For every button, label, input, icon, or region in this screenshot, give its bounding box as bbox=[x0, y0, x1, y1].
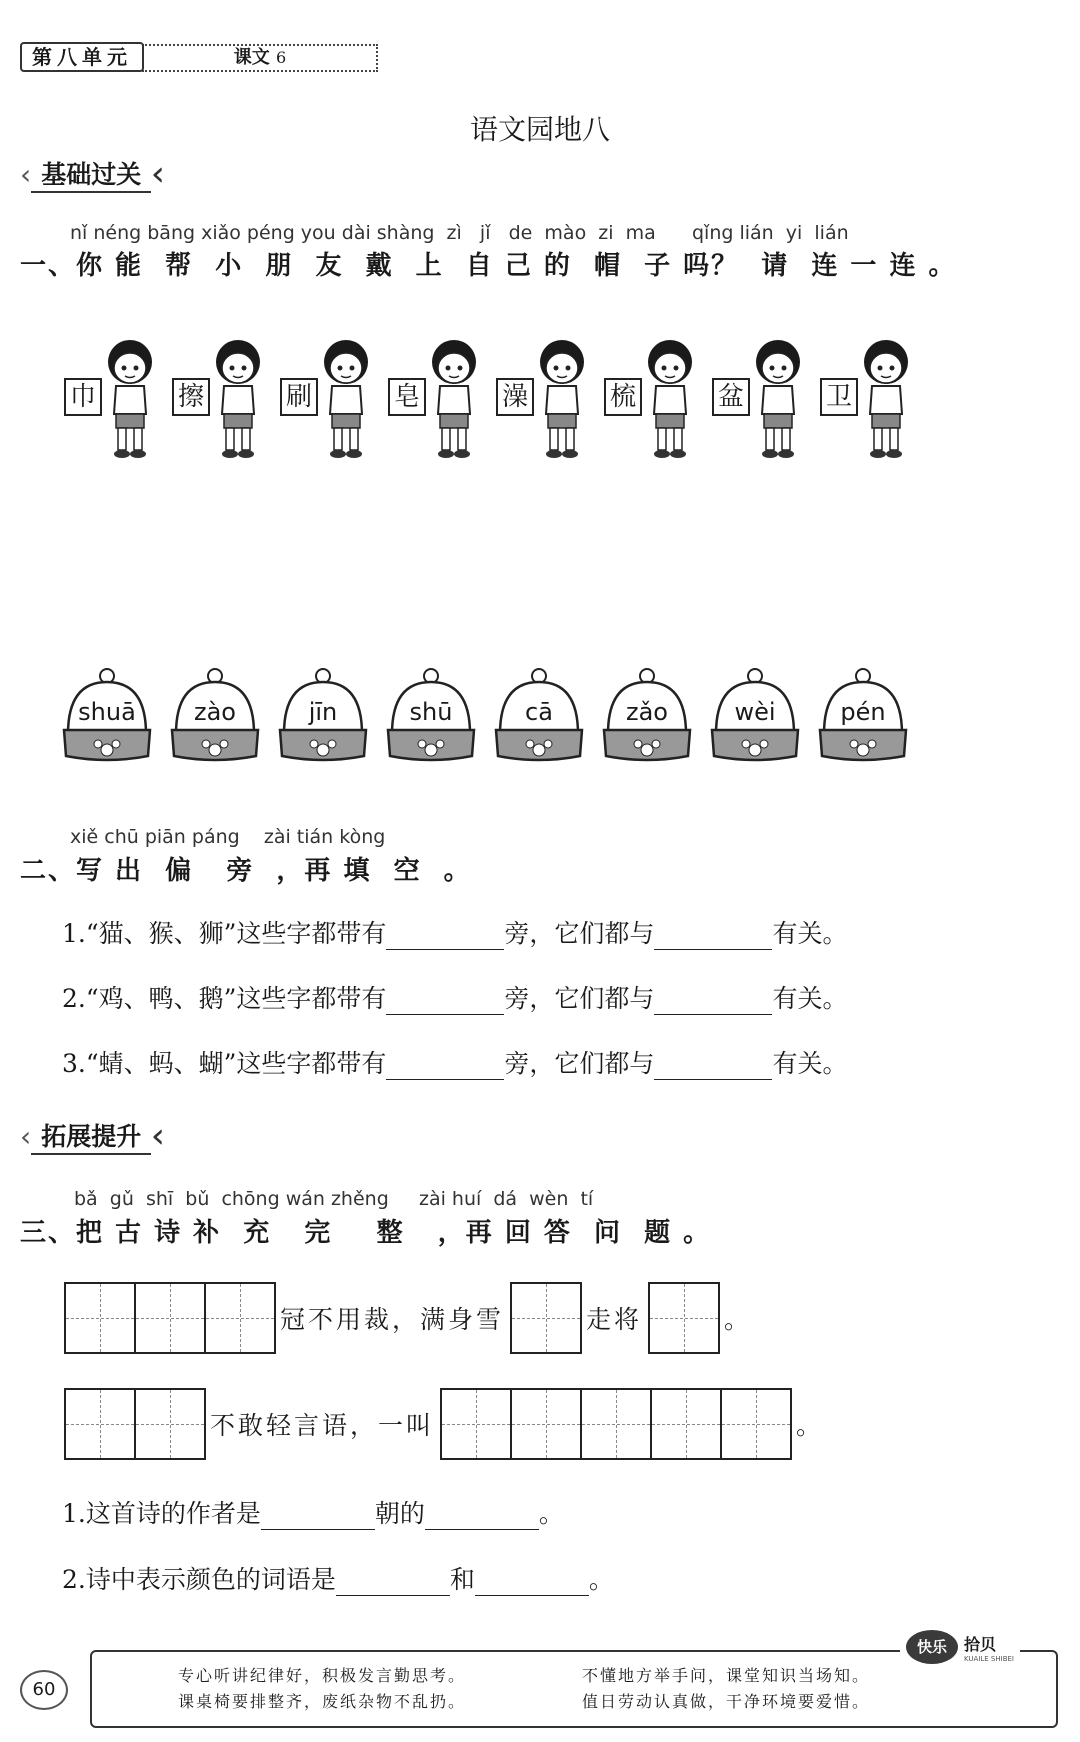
hat-pinyin: jīn bbox=[308, 698, 338, 726]
boy-icon bbox=[744, 336, 810, 464]
q2-item-suffix: 有关。 bbox=[772, 1049, 848, 1078]
page-title: 语文园地八 bbox=[469, 113, 610, 146]
rule-text: 课桌椅要排整齐，废纸杂物不乱扔。 bbox=[178, 1692, 467, 1711]
kid-character: 卫 bbox=[820, 378, 858, 416]
kid-figure[interactable] bbox=[492, 336, 602, 466]
footer bbox=[20, 1630, 1060, 1730]
brand-name: 拾贝 bbox=[964, 1634, 997, 1654]
hat[interactable] bbox=[600, 668, 694, 764]
q2-item-mid: 旁，它们都与 bbox=[504, 1049, 655, 1078]
writing-cell[interactable] bbox=[648, 1282, 720, 1354]
hat-pinyin: cā bbox=[525, 698, 553, 726]
q2-item bbox=[62, 914, 847, 950]
lesson-label: 课文 bbox=[233, 47, 270, 68]
boy-icon bbox=[312, 336, 378, 464]
brand-en: KUAILE SHIBEI bbox=[964, 1654, 1014, 1663]
pinyin-hats-row bbox=[60, 668, 1020, 768]
boy-icon bbox=[636, 336, 702, 464]
kid-character: 梳 bbox=[604, 378, 642, 416]
q3-question bbox=[62, 1560, 614, 1596]
kid-character: 盆 bbox=[712, 378, 750, 416]
answer-blank[interactable] bbox=[654, 1052, 772, 1080]
hat-pinyin: zǎo bbox=[626, 698, 668, 726]
answer-blank[interactable] bbox=[386, 987, 504, 1015]
kid-figure[interactable] bbox=[600, 336, 710, 466]
q2-item bbox=[62, 979, 847, 1015]
writing-cell[interactable] bbox=[204, 1282, 276, 1354]
answer-blank[interactable] bbox=[654, 922, 772, 950]
kid-figure[interactable] bbox=[384, 336, 494, 466]
q1-heading: 一、你 能 帮 小 朋 友 戴 上 自 己 的 帽 子 吗？ 请 连 一 连 。 bbox=[20, 251, 957, 281]
boy-icon bbox=[420, 336, 486, 464]
poem-line-2 bbox=[64, 1388, 830, 1460]
q3-question-mid: 朝的 bbox=[374, 1499, 425, 1528]
q2-item-suffix: 有关。 bbox=[772, 919, 848, 948]
kid-figure[interactable] bbox=[816, 336, 926, 466]
kid-figure[interactable] bbox=[60, 336, 170, 466]
q2-heading: 二、写 出 偏 旁 ，再 填 空 。 bbox=[20, 856, 472, 886]
writing-cell[interactable] bbox=[580, 1388, 652, 1460]
writing-cell[interactable] bbox=[510, 1388, 582, 1460]
rule-text: 专心听讲纪律好，积极发言勤思考。 bbox=[178, 1666, 467, 1685]
hat-pinyin: shuā bbox=[78, 698, 136, 726]
lesson-box bbox=[142, 44, 378, 72]
writing-cell[interactable] bbox=[510, 1282, 582, 1354]
writing-cell[interactable] bbox=[64, 1282, 136, 1354]
hat-pinyin: shū bbox=[409, 698, 453, 726]
rule-text: 不懂地方举手问，课堂知识当场知。 bbox=[582, 1666, 871, 1685]
poem-punct: 。 bbox=[796, 1411, 825, 1440]
hat-pinyin: wèi bbox=[734, 698, 776, 726]
kid-character: 擦 bbox=[172, 378, 210, 416]
kid-character: 刷 bbox=[280, 378, 318, 416]
kid-character: 皂 bbox=[388, 378, 426, 416]
page-number: 60 bbox=[20, 1670, 68, 1710]
hat[interactable] bbox=[60, 668, 154, 764]
writing-cell[interactable] bbox=[440, 1388, 512, 1460]
q3-question-suffix: 。 bbox=[538, 1499, 564, 1528]
hat[interactable] bbox=[816, 668, 910, 764]
answer-blank[interactable] bbox=[475, 1568, 589, 1596]
q2-pinyin: xiě chū piān páng zài tián kòng bbox=[70, 826, 386, 848]
q2-item-prefix: 1.“猫、猴、狮”这些字都带有 bbox=[62, 919, 387, 948]
section-title-extend: 拓展提升 bbox=[31, 1117, 151, 1155]
q2-item bbox=[62, 1044, 847, 1080]
q3-question bbox=[62, 1494, 564, 1530]
writing-cell[interactable] bbox=[134, 1388, 206, 1460]
q3-pinyin: bǎ gǔ shī bǔ chōng wán zhěng zài huí dá wèn tí bbox=[74, 1188, 594, 1210]
boy-icon bbox=[528, 336, 594, 464]
section-badge-extend bbox=[20, 1116, 151, 1156]
rule-text: 值日劳动认真做，干净环境要爱惜。 bbox=[582, 1692, 871, 1711]
chevron-left-icon: ‹ bbox=[20, 1119, 32, 1153]
q3-heading: 三、把 古 诗 补 充 完 整 ，再 回 答 问 题 。 bbox=[20, 1218, 712, 1248]
q2-item-mid: 旁，它们都与 bbox=[504, 919, 655, 948]
writing-cell[interactable] bbox=[134, 1282, 206, 1354]
poem-text: 冠不用裁，满身雪 bbox=[280, 1305, 505, 1334]
chevron-left-icon: ‹ bbox=[20, 157, 32, 191]
poem-text: 不敢轻言语，一叫 bbox=[210, 1411, 435, 1440]
q3-question-prefix: 2.诗中表示颜色的词语是 bbox=[62, 1565, 336, 1594]
boy-icon bbox=[852, 336, 918, 464]
poem-punct: 。 bbox=[724, 1305, 753, 1334]
kid-figure[interactable] bbox=[168, 336, 278, 466]
answer-blank[interactable] bbox=[386, 1052, 504, 1080]
kid-character: 巾 bbox=[64, 378, 102, 416]
hat[interactable] bbox=[276, 668, 370, 764]
hat[interactable] bbox=[168, 668, 262, 764]
section-badge-basic bbox=[20, 154, 151, 194]
character-kids-row bbox=[60, 336, 1020, 466]
writing-cell[interactable] bbox=[650, 1388, 722, 1460]
answer-blank[interactable] bbox=[386, 922, 504, 950]
q2-item-mid: 旁，它们都与 bbox=[504, 984, 655, 1013]
poem-line-1 bbox=[64, 1282, 758, 1354]
brand-bubble: 快乐 bbox=[906, 1630, 958, 1664]
poem-text: 走将 bbox=[586, 1305, 643, 1334]
q3-question-mid: 和 bbox=[449, 1565, 475, 1594]
q1-pinyin: nǐ néng bāng xiǎo péng you dài shàng zì jǐ de mào zi ma qǐng lián yi lián bbox=[70, 222, 849, 244]
answer-blank[interactable] bbox=[261, 1502, 375, 1530]
hat-pinyin: pén bbox=[840, 698, 886, 726]
section-title-basic: 基础过关 bbox=[31, 155, 151, 193]
hat[interactable] bbox=[384, 668, 478, 764]
answer-blank[interactable] bbox=[654, 987, 772, 1015]
q3-question-prefix: 1.这首诗的作者是 bbox=[62, 1499, 261, 1528]
lesson-number: 6 bbox=[276, 48, 287, 67]
answer-blank[interactable] bbox=[425, 1502, 539, 1530]
hat[interactable] bbox=[708, 668, 802, 764]
brand-logo bbox=[900, 1630, 1020, 1664]
boy-icon bbox=[204, 336, 270, 464]
kid-figure[interactable] bbox=[708, 336, 818, 466]
q2-item-prefix: 3.“蜻、蚂、蝴”这些字都带有 bbox=[62, 1049, 387, 1078]
q2-item-suffix: 有关。 bbox=[772, 984, 848, 1013]
boy-icon bbox=[96, 336, 162, 464]
q2-item-prefix: 2.“鸡、鸭、鹅”这些字都带有 bbox=[62, 984, 387, 1013]
hat[interactable] bbox=[492, 668, 586, 764]
answer-blank[interactable] bbox=[336, 1568, 450, 1596]
hat-pinyin: zào bbox=[194, 698, 236, 726]
q3-question-suffix: 。 bbox=[588, 1565, 614, 1594]
kid-figure[interactable] bbox=[276, 336, 386, 466]
writing-cell[interactable] bbox=[720, 1388, 792, 1460]
unit-tag: 第八单元 bbox=[20, 42, 144, 72]
writing-cell[interactable] bbox=[64, 1388, 136, 1460]
kid-character: 澡 bbox=[496, 378, 534, 416]
